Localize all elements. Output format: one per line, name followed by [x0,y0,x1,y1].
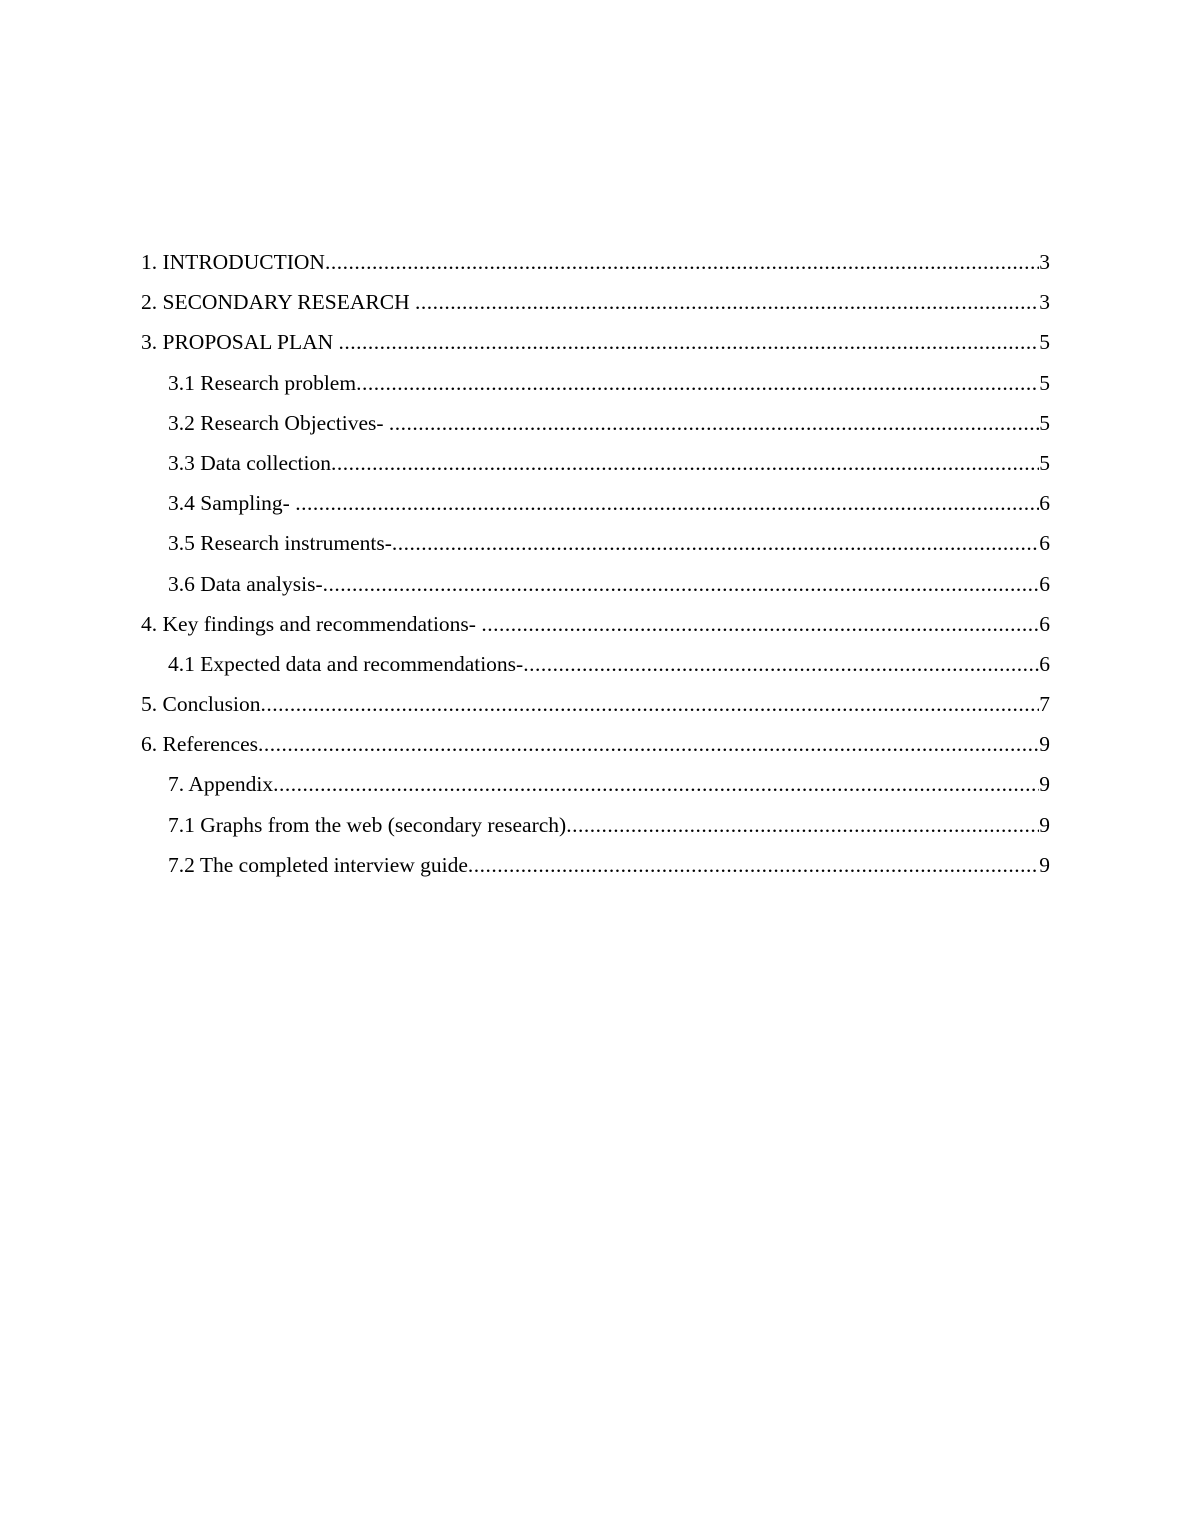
toc-entry-key-findings[interactable] [141,606,1050,646]
toc-page-number: 9 [1039,732,1050,757]
toc-page-number: 6 [1039,531,1050,556]
toc-entry-label: 3.2 Research Objectives- [168,410,389,435]
toc-entry-label: 7.1 Graphs from the web (secondary research) [168,812,567,837]
toc-dot-leader [415,284,1039,320]
toc-entry-label: 6. References [141,732,258,757]
toc-page-number: 6 [1039,491,1050,516]
toc-page-number: 9 [1039,852,1050,877]
toc-page-number: 9 [1039,812,1050,837]
toc-dot-leader [273,766,1039,802]
toc-entry-label: 2. SECONDARY RESEARCH [141,290,415,315]
toc-dot-leader [323,566,1040,602]
toc-dot-leader [295,485,1039,521]
toc-entry-research-problem[interactable] [141,365,1050,405]
toc-entry-introduction[interactable] [141,244,1050,284]
toc-entry-secondary-research[interactable] [141,284,1050,324]
toc-page-number: 6 [1039,611,1050,636]
toc-entry-data-collection[interactable] [141,445,1050,485]
toc-entry-label: 1. INTRODUCTION [141,250,325,274]
toc-dot-leader [325,244,1039,280]
toc-page-number: 5 [1039,450,1050,475]
toc-page-number: 5 [1039,330,1050,355]
toc-entry-interview-guide[interactable] [141,847,1050,887]
toc-dot-leader [392,525,1039,561]
toc-entry-label: 4.1 Expected data and recommendations- [168,651,524,676]
table-of-contents [141,244,1050,887]
toc-entry-references[interactable] [141,726,1050,766]
toc-page-number: 3 [1039,250,1050,274]
toc-entry-label: 3.6 Data analysis- [168,571,323,596]
toc-entry-appendix[interactable] [141,766,1050,806]
toc-entry-research-instruments[interactable] [141,525,1050,565]
toc-entry-label: 3.4 Sampling- [168,491,296,516]
toc-entry-graphs-from-web[interactable] [141,807,1050,847]
toc-entry-research-objectives[interactable] [141,405,1050,445]
toc-dot-leader [356,365,1039,401]
toc-dot-leader [260,686,1039,722]
toc-entry-label: 4. Key findings and recommendations- [141,611,482,636]
toc-entry-data-analysis[interactable] [141,566,1050,606]
toc-dot-leader [389,405,1039,441]
toc-page-number: 9 [1039,772,1050,797]
toc-entry-label: 3. PROPOSAL PLAN [141,330,339,355]
toc-dot-leader [481,606,1039,642]
toc-entry-label: 3.1 Research problem [168,370,357,395]
toc-page-number: 6 [1039,651,1050,676]
toc-dot-leader [331,445,1039,481]
toc-page-number: 5 [1039,410,1050,435]
toc-dot-leader [566,807,1039,843]
toc-dot-leader [258,726,1039,762]
toc-entry-proposal-plan[interactable] [141,324,1050,364]
toc-entry-label: 3.3 Data collection [168,450,331,475]
toc-entry-label: 3.5 Research instruments- [168,531,392,556]
toc-dot-leader [523,646,1039,682]
toc-page-number: 5 [1039,370,1050,395]
toc-page-number: 3 [1039,290,1050,315]
toc-entry-label: 5. Conclusion [141,692,261,717]
toc-entry-expected-data[interactable] [141,646,1050,686]
toc-page-number: 7 [1039,692,1050,717]
toc-page-number: 6 [1039,571,1050,596]
toc-entry-conclusion[interactable] [141,686,1050,726]
toc-entry-label: 7. Appendix [168,772,274,797]
toc-entry-sampling[interactable] [141,485,1050,525]
toc-dot-leader [468,847,1039,883]
toc-entry-label: 7.2 The completed interview guide [168,852,468,877]
toc-dot-leader [339,324,1040,360]
